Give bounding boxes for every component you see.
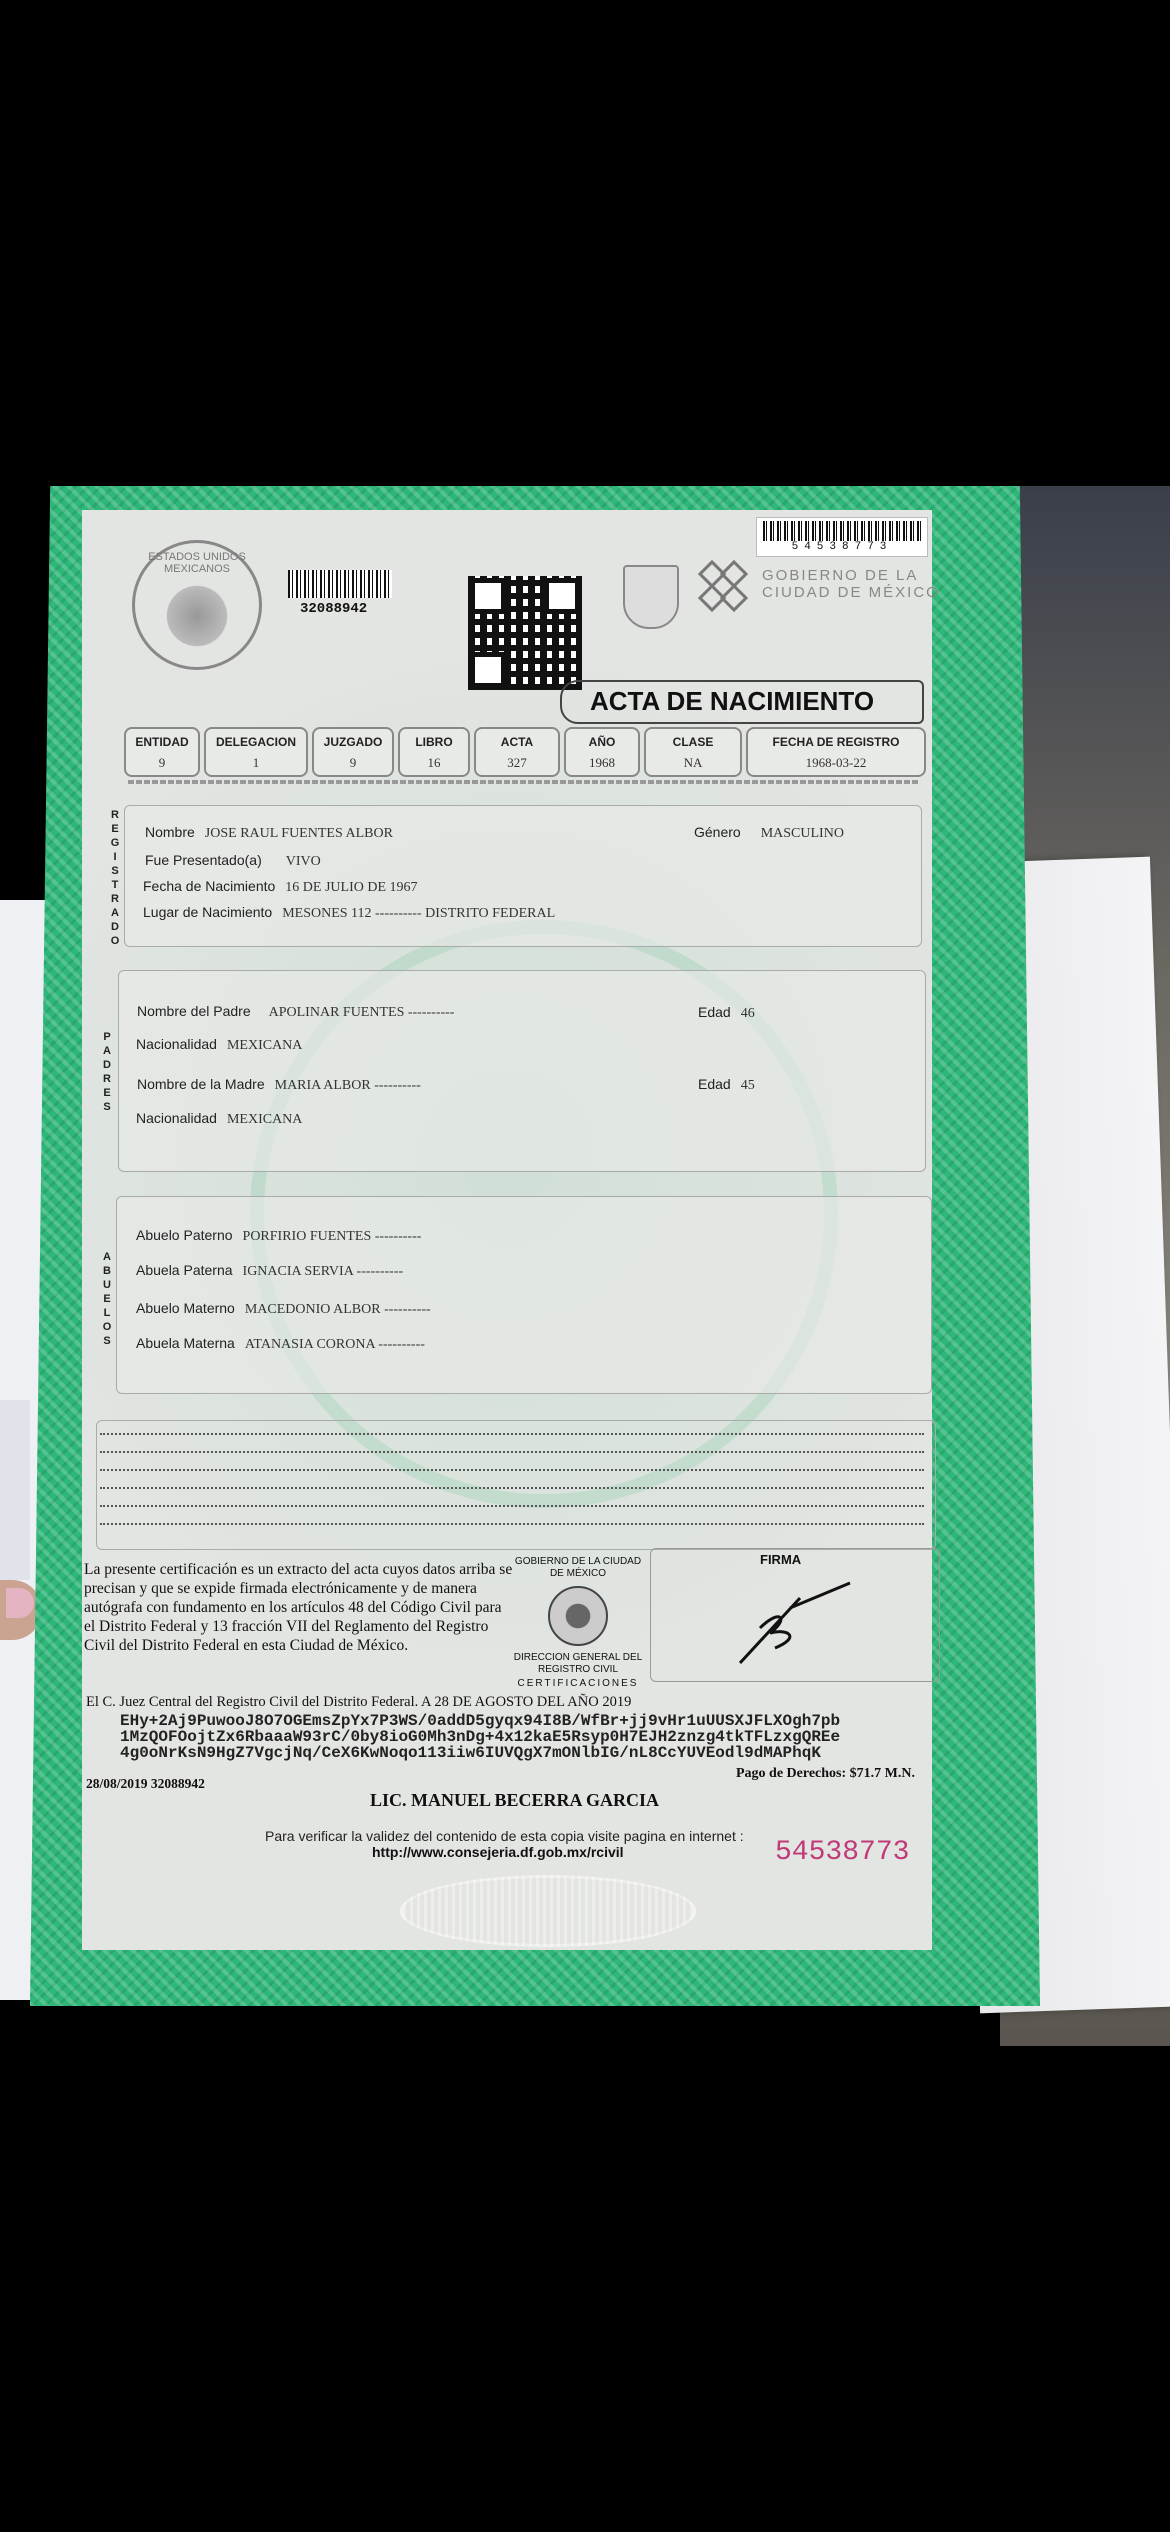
section-anotaciones	[96, 1420, 936, 1550]
barcode-left	[288, 570, 392, 598]
issue-date-line: 28/08/2019 32088942	[86, 1776, 205, 1791]
padre-row: Nombre del Padre APOLINAR FUENTES ----------	[137, 1003, 455, 1020]
dotted-line	[100, 1451, 924, 1453]
field-ano: AÑO 1968	[564, 727, 640, 777]
field-clase: CLASE NA	[644, 727, 742, 777]
dotted-line	[100, 1505, 924, 1507]
field-acta: ACTA 327	[474, 727, 560, 777]
madre-edad-row: Edad 45	[698, 1076, 755, 1093]
section-abuelos	[116, 1196, 932, 1394]
qr-corner-icon	[470, 578, 506, 614]
dotted-line	[100, 1469, 924, 1471]
barcode-left-number: 32088942	[300, 601, 368, 617]
eagle-icon	[162, 581, 232, 651]
dotted-line	[100, 1433, 924, 1435]
fecha-nacimiento-row: Fecha de Nacimiento 16 DE JULIO DE 1967	[143, 878, 418, 895]
qr-corner-icon	[544, 578, 580, 614]
barcode-top-number: 54538773	[791, 541, 893, 553]
legal-text: La presente certificación es un extracto del acta cuyos datos arriba se precisan y que se expide firmada electrónicamente y de manera autógrafa con fundamento en los artículos 48 del Código Civil para el Distrito Federal y 13 fracción VII del Reglamento del Registro Civil del Distrito Federal en esta Ciudad de México.	[84, 1561, 513, 1654]
barcode-top	[756, 517, 928, 557]
footer-guilloche	[400, 1875, 696, 1947]
section-label-abuelos: ABUELOS	[102, 1251, 112, 1347]
city-shield-icon	[623, 565, 679, 629]
registry-fields	[124, 727, 924, 775]
genero-row: Género MASCULINO	[694, 824, 844, 841]
section-label-registrado: REGISTRADO	[110, 809, 120, 947]
padre-edad-row: Edad 46	[698, 1004, 755, 1021]
padre-nacionalidad-row: Nacionalidad MEXICANA	[136, 1036, 303, 1053]
field-juzgado: JUZGADO 9	[312, 727, 394, 777]
abuela-materna-row: Abuela Materna ATANASIA CORONA ----------	[136, 1335, 425, 1352]
pago-derechos: Pago de Derechos: $71.7 M.N.	[736, 1766, 915, 1781]
dotted-line	[100, 1523, 924, 1525]
nombre-row: Nombre JOSE RAUL FUENTES ALBOR	[145, 824, 393, 841]
national-seal-icon	[132, 540, 262, 670]
abuelo-paterno-row: Abuelo Paterno PORFIRIO FUENTES ----------	[136, 1227, 422, 1244]
official-name: LIC. MANUEL BECERRA GARCIA	[370, 1790, 660, 1810]
cdmx-logo-icon	[696, 558, 752, 628]
field-libro: LIBRO 16	[398, 727, 470, 777]
presentado-row: Fue Presentado(a) VIVO	[145, 852, 321, 869]
seal-text: ESTADOS UNIDOS MEXICANOS	[148, 551, 246, 576]
firma-label: FIRMA	[760, 1552, 802, 1567]
lugar-nacimiento-row: Lugar de Nacimiento MESONES 112 ---------- DISTRITO FEDERAL	[143, 904, 556, 921]
qr-code	[468, 576, 582, 690]
microprint-line	[128, 780, 918, 784]
qr-corner-icon	[470, 652, 506, 688]
abuelo-materno-row: Abuelo Materno MACEDONIO ALBOR ----------	[136, 1300, 431, 1317]
judge-line: El C. Juez Central del Registro Civil del Distrito Federal. A 28 DE AGOSTO DEL AÑO 2019	[86, 1694, 632, 1710]
registry-seal-block: GOBIERNO DE LA CIUDAD DE MÉXICO DIRECCION GENERAL DEL REGISTRO CIVIL CERTIFICACIONES	[513, 1556, 643, 1689]
field-fecha-registro: FECHA DE REGISTRO 1968-03-22	[746, 727, 926, 777]
verification-text: Para verificar la validez del contenido de esta copia visite pagina en internet :	[265, 1828, 744, 1844]
electronic-signature-hash: EHy+2Aj9PuwooJ8O7OGEmsZpYx7P3WS/0addD5gyqx94I8B/WfBr+jj9vHr1uUUSXJFLXOgh7pb 1MzQOFOojtZx6RbaaaW93rC/0by8ioG0Mh3nDg+4x12kaE5Rsyp0H7EJH2znzg4tkTFLzxgQREe 4g0oNrKsN9HgZ7VgcjNq/CeX6KwNoqo113iiw6IUVQgX7mONlbIG/nL8CcYUVEodl9dMAPhqK	[120, 1712, 841, 1762]
registry-seal-icon	[548, 1586, 608, 1646]
signature-icon	[730, 1578, 860, 1668]
section-padres	[118, 970, 926, 1172]
madre-nacionalidad-row: Nacionalidad MEXICANA	[136, 1110, 303, 1127]
dotted-line	[100, 1487, 924, 1489]
document-title: ACTA DE NACIMIENTO	[590, 686, 875, 716]
folio-number: 54538773	[775, 1837, 910, 1868]
verification-url: http://www.consejeria.df.gob.mx/rcivil	[372, 1844, 624, 1860]
paper-underneath-shadow	[0, 1400, 30, 1580]
field-delegacion: DELEGACION 1	[204, 727, 308, 777]
field-entidad: ENTIDAD 9	[124, 727, 200, 777]
abuela-paterna-row: Abuela Paterna IGNACIA SERVIA ----------	[136, 1262, 404, 1279]
madre-row: Nombre de la Madre MARIA ALBOR ----------	[137, 1076, 421, 1093]
gobierno-label: GOBIERNO DE LA CIUDAD DE MÉXICO	[762, 567, 940, 601]
section-label-padres: PADRES	[103, 1031, 111, 1113]
